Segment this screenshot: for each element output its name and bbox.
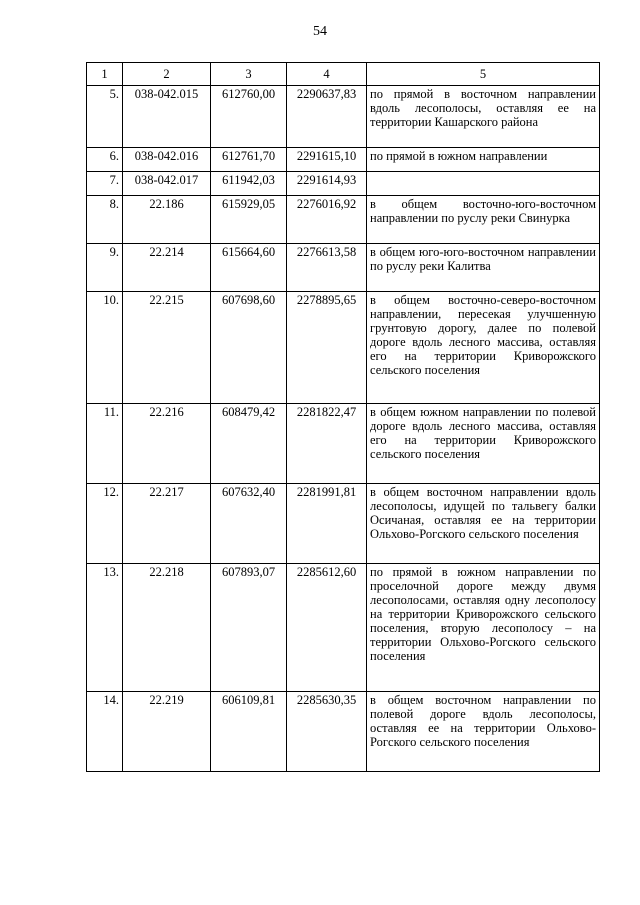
route-description: по прямой в южном направлении [367,148,600,172]
row-number: 10. [87,292,123,404]
route-description: в общем восточном направлении вдоль лесополосы, идущей по тальвегу балки Осичаная, оставляя ее на территории Ольхово-Рогского сельского поселения [367,484,600,564]
coord-y: 2291614,93 [287,172,367,196]
point-code: 22.217 [123,484,211,564]
point-code: 038-042.017 [123,172,211,196]
coord-y: 2281822,47 [287,404,367,484]
coord-x: 608479,42 [211,404,287,484]
page-number: 54 [313,24,327,39]
point-code: 22.219 [123,692,211,772]
table-row [87,564,600,692]
row-number: 12. [87,484,123,564]
row-number: 13. [87,564,123,692]
row-number: 8. [87,196,123,244]
route-description: в общем юго-юго-восточном направлении по руслу реки Калитва [367,244,600,292]
table-row [87,404,600,484]
point-code: 22.216 [123,404,211,484]
table-row [87,148,600,172]
route-description: в общем восточном направлении по полевой дороге вдоль лесополосы, оставляя ее на территории Ольхово-Рогского сельского поселения [367,692,600,772]
point-code: 22.218 [123,564,211,692]
coord-y: 2285630,35 [287,692,367,772]
table-row [87,86,600,148]
row-number: 11. [87,404,123,484]
table-row [87,196,600,244]
coord-x: 606109,81 [211,692,287,772]
coord-x: 607632,40 [211,484,287,564]
coord-y: 2281991,81 [287,484,367,564]
coord-x: 615664,60 [211,244,287,292]
point-code: 22.215 [123,292,211,404]
point-code: 22.186 [123,196,211,244]
row-number: 14. [87,692,123,772]
column-header: 5 [367,63,600,86]
row-number: 9. [87,244,123,292]
table-row [87,172,600,196]
point-code: 038-042.016 [123,148,211,172]
table-row [87,292,600,404]
coord-x: 612761,70 [211,148,287,172]
coord-x: 615929,05 [211,196,287,244]
column-header: 2 [123,63,211,86]
table-row [87,692,600,772]
row-number: 6. [87,148,123,172]
coord-x: 612760,00 [211,86,287,148]
route-description: по прямой в южном направлении по проселочной дороге между двумя лесополосами, оставляя одну лесополосу на территории Криворожского сельского поселения, вторую лесополосу – на территории Ольхово-Рогского сельского поселения [367,564,600,692]
coord-y: 2278895,65 [287,292,367,404]
coord-x: 607698,60 [211,292,287,404]
coord-x: 607893,07 [211,564,287,692]
coord-y: 2290637,83 [287,86,367,148]
table-row [87,484,600,564]
row-number: 5. [87,86,123,148]
route-description: в общем южном направлении по полевой дороге вдоль лесного массива, оставляя его на территории Криворожского сельского поселения [367,404,600,484]
point-code: 038-042.015 [123,86,211,148]
route-description [367,172,600,196]
column-header: 1 [87,63,123,86]
route-description: по прямой в восточном направлении вдоль лесополосы, оставляя ее на территории Кашарского района [367,86,600,148]
coord-y: 2285612,60 [287,564,367,692]
coord-y: 2291615,10 [287,148,367,172]
route-description: в общем восточно-юго-восточном направлении по руслу реки Свинурка [367,196,600,244]
coord-y: 2276613,58 [287,244,367,292]
row-number: 7. [87,172,123,196]
boundary-table [86,62,600,772]
coord-y: 2276016,92 [287,196,367,244]
column-header: 3 [211,63,287,86]
coord-x: 611942,03 [211,172,287,196]
column-header: 4 [287,63,367,86]
point-code: 22.214 [123,244,211,292]
table-header-row [87,63,600,86]
route-description: в общем восточно-северо-восточном направлении, пересекая улучшенную грунтовую дорогу, далее по полевой дороге вдоль лесного массива, оставляя его на территории Криворожского сельского поселения [367,292,600,404]
table-row [87,244,600,292]
